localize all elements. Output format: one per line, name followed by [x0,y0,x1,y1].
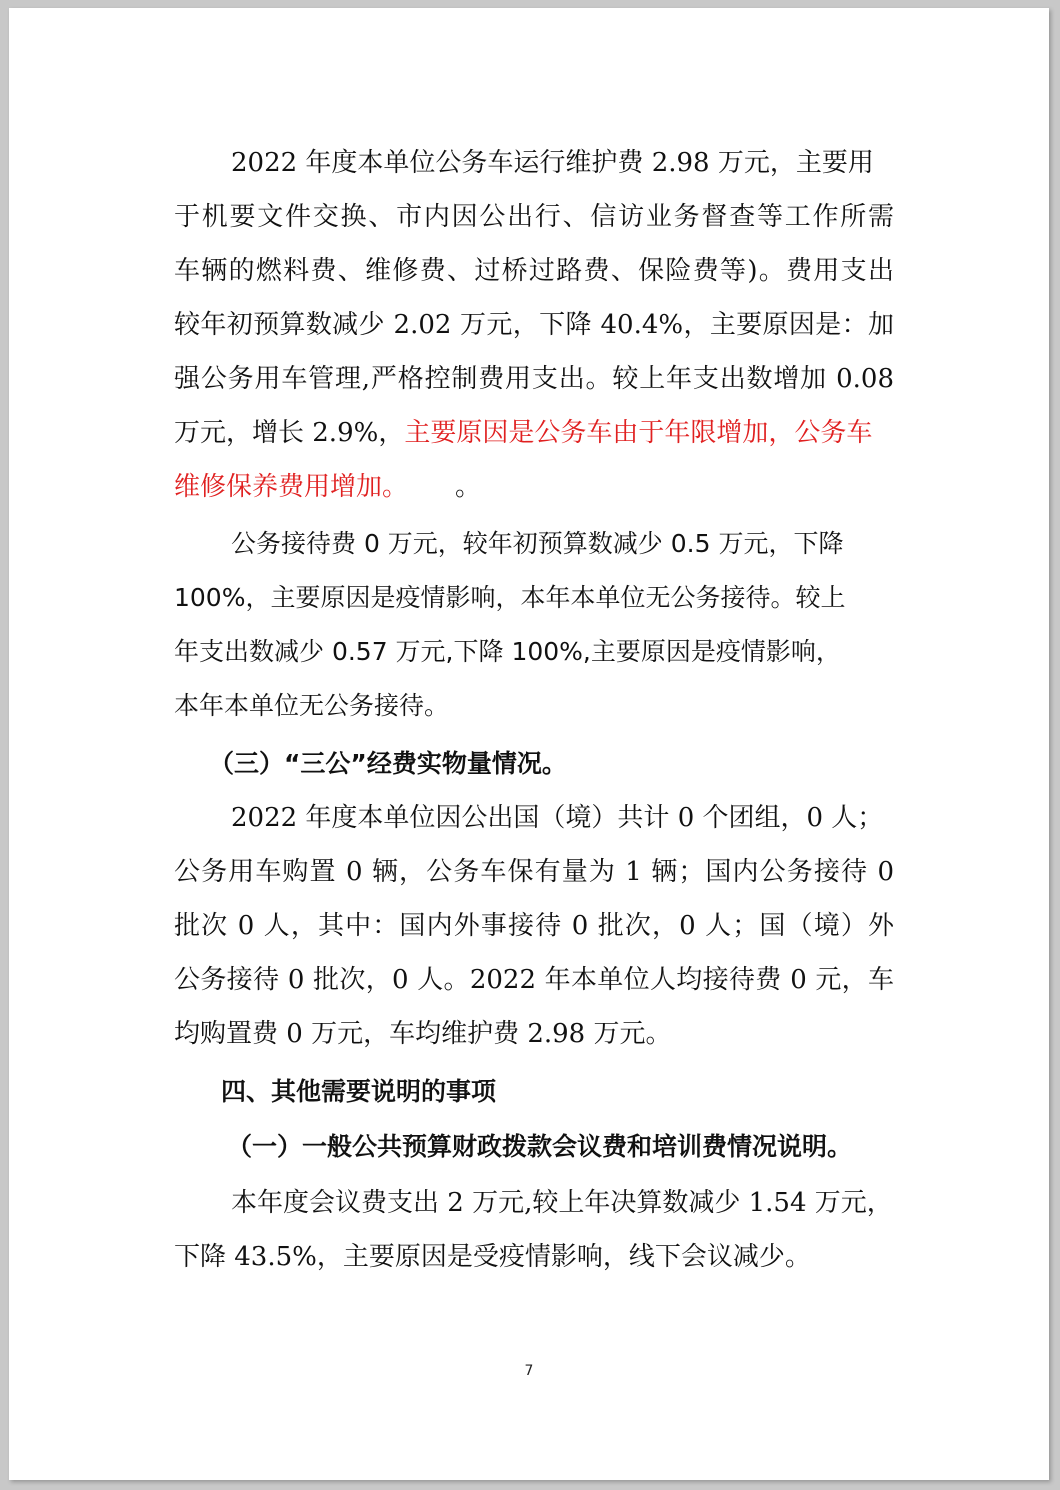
section-3-heading: （三）“三公”经费实物量情况。 [209,749,567,778]
section-3-line-2: 公务用车购置 0 辆，公务车保有量为 1 辆；国内公务接待 0 [174,857,894,887]
reception-para-line-4: 本年本单位无公务接待。 [174,691,450,720]
section-4-line-1: 本年度会议费支出 2 万元,较上年决算数减少 1.54 万元， [231,1188,893,1218]
section-3-line-1: 2022 年度本单位因公出国（境）共计 0 个团组，0 人； [231,803,884,833]
document-page [9,8,1049,1480]
car-para-line-1: 2022 年度本单位公务车运行维护费 2.98 万元，主要用 [231,148,874,178]
car-para-line-5: 强公务用车管理,严格控制费用支出。较上年支出数增加 0.08 [174,364,894,394]
car-trailing-period: 。 [455,472,482,502]
car-reason-red-text-2: 维修保养费用增加。 [174,472,396,502]
page-number: 7 [524,1363,534,1379]
car-para-line-7 [174,472,481,502]
section-3-line-3: 批次 0 人，其中：国内外事接待 0 批次，0 人；国（境）外 [174,911,894,941]
section-3-line-4: 公务接待 0 批次，0 人。2022 年本单位人均接待费 0 元，车 [174,965,894,995]
car-increase-text: 万元，增长 2.9%， [174,418,405,448]
section-4-line-2: 下降 43.5%，主要原因是受疫情影响，线下会议减少。 [174,1242,811,1272]
car-para-line-2: 于机要文件交换、市内因公出行、信访业务督查等工作所需 [174,202,894,232]
section-4-heading: 四、其他需要说明的事项 [221,1077,497,1106]
reception-para-line-3: 年支出数减少 0.57 万元,下降 100%,主要原因是疫情影响， [174,637,841,666]
section-4-sub-heading: （一）一般公共预算财政拨款会议费和培训费情况说明。 [227,1132,853,1161]
car-reason-red-text: 主要原因是公务车由于年限增加，公务车 [404,418,873,448]
car-para-line-4: 较年初预算数减少 2.02 万元，下降 40.4%，主要原因是：加 [174,310,894,340]
reception-para-line-1: 公务接待费 0 万元，较年初预算数减少 0.5 万元，下降 [231,529,844,558]
section-3-line-5: 均购置费 0 万元，车均维护费 2.98 万元。 [174,1019,672,1049]
car-para-line-6 [174,418,872,448]
reception-para-line-2: 100%，主要原因是疫情影响，本年本单位无公务接待。较上 [174,583,846,612]
car-para-line-3: 车辆的燃料费、维修费、过桥过路费、保险费等)。费用支出 [174,256,894,286]
